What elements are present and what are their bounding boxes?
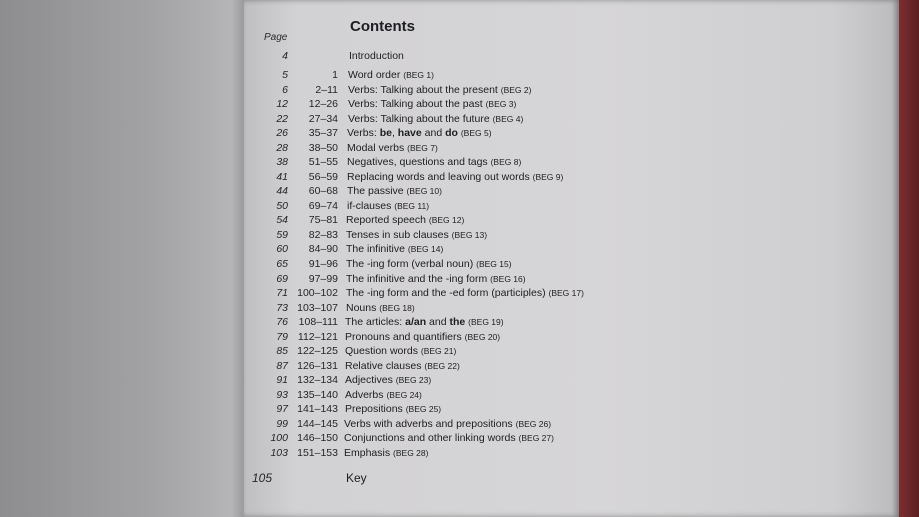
toc-page-number: 26 — [276, 127, 288, 139]
toc-entry-title: Nouns (BEG 18) — [346, 302, 415, 314]
toc-page-number: 97 — [276, 403, 288, 415]
toc-page-number: 99 — [276, 418, 288, 430]
toc-page-number: 65 — [276, 258, 288, 270]
toc-unit-range: 60–68 — [308, 185, 338, 197]
toc-entry-title: Adverbs (BEG 24) — [345, 389, 422, 401]
toc-unit-range: 97–99 — [308, 273, 338, 285]
toc-page-number: 71 — [276, 287, 288, 299]
toc-unit-range: 132–134 — [297, 374, 338, 386]
toc-entry-title: Relative clauses (BEG 22) — [345, 360, 460, 372]
toc-entry-title: if-clauses (BEG 11) — [347, 200, 430, 212]
toc-entry-title: Key — [346, 471, 367, 485]
toc-unit-range: 38–50 — [308, 142, 338, 154]
toc-page-number: 59 — [276, 229, 288, 241]
toc-entry-title: Verbs: Talking about the past (BEG 3) — [348, 98, 517, 110]
toc-unit-range: 126–131 — [297, 360, 338, 372]
toc-unit-range: 56–59 — [308, 171, 338, 183]
toc-unit-range: 75–81 — [308, 214, 338, 226]
toc-page-number: 85 — [276, 345, 288, 357]
toc-unit-range: 108–111 — [298, 316, 338, 328]
toc-entry-title: Negatives, questions and tags (BEG 8) — [347, 156, 522, 168]
toc-entry-title: The passive (BEG 10) — [347, 185, 442, 197]
toc-page-number: 79 — [276, 331, 288, 343]
toc-unit-range: 35–37 — [308, 127, 338, 139]
toc-page-number: 38 — [276, 156, 288, 168]
toc-unit-range: 82–83 — [308, 229, 338, 241]
toc-page-number: 103 — [270, 447, 288, 459]
toc-unit-range: 2–11 — [315, 84, 338, 96]
toc-entry-title: Verbs: be, have and do (BEG 5) — [347, 127, 492, 139]
toc-page-number: 28 — [276, 142, 288, 154]
toc-entry-title: Question words (BEG 21) — [345, 345, 457, 357]
toc-unit-range: 146–150 — [297, 432, 338, 444]
toc-page-number: 4 — [282, 50, 288, 62]
toc-unit-range: 141–143 — [297, 403, 338, 415]
toc-page-number: 12 — [276, 98, 288, 110]
toc-unit-range: 100–102 — [297, 287, 338, 299]
contents-title: Contents — [350, 18, 415, 35]
toc-entry-title: Conjunctions and other linking words (BEG 27) — [344, 432, 554, 444]
toc-entry-title: The infinitive (BEG 14) — [346, 243, 444, 255]
toc-entry-title: Replacing words and leaving out words (BEG 9) — [347, 171, 564, 183]
toc-unit-range: 91–96 — [308, 258, 338, 270]
book-edge — [899, 0, 919, 517]
right-page — [244, 0, 899, 517]
toc-entry-title: Pronouns and quantifiers (BEG 20) — [345, 331, 501, 343]
toc-unit-range: 27–34 — [308, 113, 338, 125]
toc-unit-range: 69–74 — [308, 200, 338, 212]
toc-entry-title: Adjectives (BEG 23) — [345, 374, 432, 386]
toc-page-number: 5 — [282, 69, 288, 81]
toc-entry-title: The -ing form and the -ed form (participles) (BEG 17) — [346, 287, 584, 299]
toc-entry-title: Introduction — [349, 50, 404, 62]
toc-entry-title: Verbs: Talking about the present (BEG 2) — [348, 84, 532, 96]
toc-entry-title: Emphasis (BEG 28) — [344, 447, 429, 459]
toc-unit-range: 151–153 — [297, 447, 338, 459]
toc-entry-title: Modal verbs (BEG 7) — [347, 142, 438, 154]
toc-page-number: 87 — [276, 360, 288, 372]
toc-unit-range: 12–26 — [308, 98, 338, 110]
toc-page-number: 44 — [276, 185, 288, 197]
page-column-header: Page — [264, 32, 288, 43]
toc-page-number: 91 — [276, 374, 288, 386]
toc-page-number: 22 — [276, 113, 288, 125]
toc-page-number: 54 — [276, 214, 288, 226]
toc-entry-title: The -ing form (verbal noun) (BEG 15) — [346, 258, 512, 270]
toc-unit-range: 112–121 — [297, 331, 338, 343]
toc-entry-title: Verbs: Talking about the future (BEG 4) — [348, 113, 524, 125]
toc-unit-range: 144–145 — [297, 418, 338, 430]
toc-page-number: 69 — [276, 273, 288, 285]
toc-page-number: 41 — [276, 171, 288, 183]
toc-unit-range: 84–90 — [308, 243, 338, 255]
toc-unit-range: 122–125 — [297, 345, 338, 357]
toc-page-number: 105 — [251, 471, 272, 485]
toc-unit-range: 1 — [332, 69, 338, 81]
toc-page-number: 60 — [276, 243, 288, 255]
toc-unit-range: 51–55 — [308, 156, 338, 168]
toc-page-number: 6 — [282, 84, 288, 96]
toc-entry-title: Prepositions (BEG 25) — [345, 403, 442, 415]
toc-entry-title: Reported speech (BEG 12) — [346, 214, 465, 226]
toc-unit-range: 135–140 — [297, 389, 338, 401]
toc-page-number: 50 — [276, 200, 288, 212]
toc-page-number: 100 — [270, 432, 288, 444]
toc-entry-title: Word order (BEG 1) — [348, 69, 434, 81]
toc-entry-title: Tenses in sub clauses (BEG 13) — [346, 229, 488, 241]
toc-page-number: 93 — [276, 389, 288, 401]
toc-entry-title: Verbs with adverbs and prepositions (BEG 26) — [344, 418, 552, 430]
toc-unit-range: 103–107 — [297, 302, 338, 314]
toc-entry-title: The infinitive and the -ing form (BEG 16) — [346, 273, 526, 285]
toc-entry-title: The articles: a/an and the (BEG 19) — [345, 316, 504, 328]
left-page — [0, 0, 252, 517]
toc-page-number: 76 — [276, 316, 288, 328]
toc-page-number: 73 — [276, 302, 288, 314]
